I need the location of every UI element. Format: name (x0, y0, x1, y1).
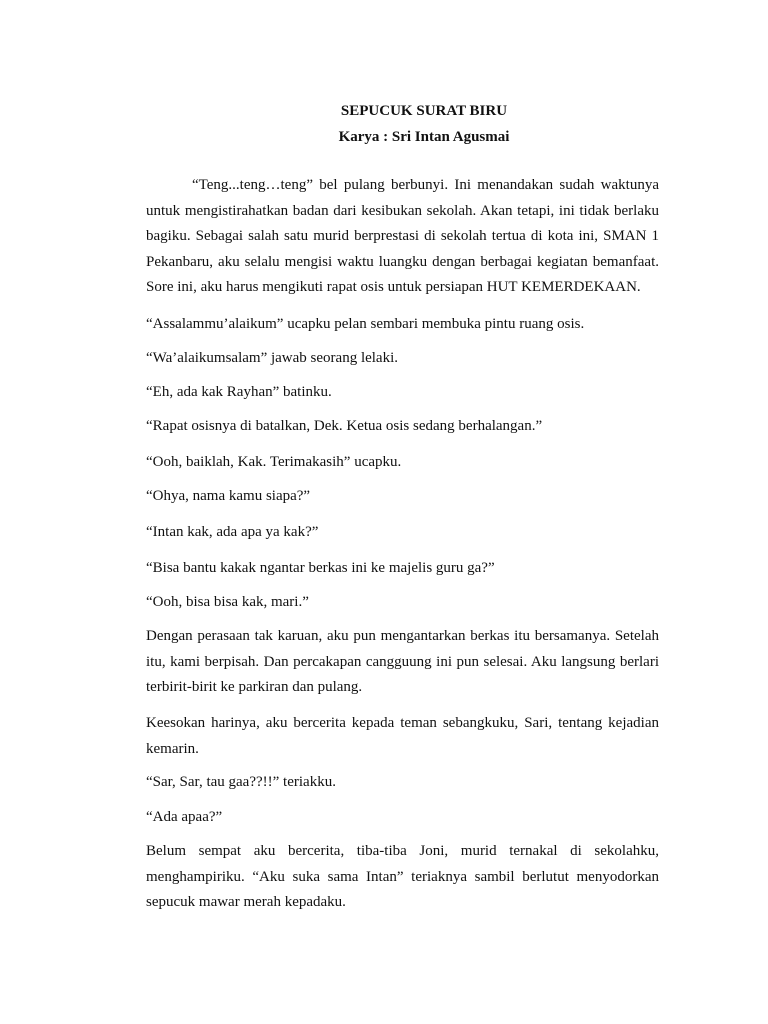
paragraph: “Assalammu’alaikum” ucapku pelan sembari membuka pintu ruang osis. (146, 316, 585, 332)
dialogue-line (146, 380, 659, 406)
paragraph: “Sar, Sar, tau gaa??!!” teriakku. (146, 774, 336, 790)
dialogue-line (146, 414, 659, 440)
paragraph: “Ooh, baiklah, Kak. Terimakasih” ucapku. (146, 454, 402, 470)
page-title: SEPUCUK SURAT BIRU (340, 103, 508, 119)
dialogue-line (146, 484, 659, 510)
dialogue-line (146, 590, 659, 616)
paragraph: “Eh, ada kak Rayhan” batinku. (146, 384, 332, 400)
paragraph: Keesokan harinya, aku bercerita kepada teman sebangkuku, Sari, tentang kejadian kemarin. (146, 715, 659, 757)
dialogue-line (146, 520, 659, 546)
story-paragraph-opening (146, 173, 659, 301)
paragraph: Dengan perasaan tak karuan, aku pun mengantarkan berkas itu bersamanya. Setelah itu, kami berpisah. Dan percakapan cangguung ini pun selesai. Aku langsung berlari terbirit-birit ke parkiran dan pulang. (146, 628, 659, 695)
story-paragraph (146, 839, 659, 916)
dialogue-line (146, 312, 659, 338)
author-line: Karya : Sri Intan Agusmai (338, 129, 510, 145)
paragraph: “Ooh, bisa bisa kak, mari.” (146, 594, 309, 610)
story-paragraph (146, 624, 659, 701)
paragraph: “Ohya, nama kamu siapa?” (146, 488, 311, 504)
paragraph: Belum sempat aku bercerita, tiba-tiba Joni, murid ternakal di sekolahku, menghampiriku. “Aku suka sama Intan” teriaknya sambil berlutut menyodorkan sepucuk mawar merah kepadaku. (146, 843, 659, 910)
dialogue-line (146, 805, 659, 831)
paragraph: “Teng...teng…teng” bel pulang berbunyi. Ini menandakan sudah waktunya untuk mengistirahatkan badan dari kesibukan sekolah. Akan tetapi, ini tidak berlaku bagiku. Sebagai salah satu murid berprestasi di sekolah tertua di kota ini, SMAN 1 Pekanbaru, aku selalu mengisi waktu luangku dengan berbagai kegiatan bemanfaat. Sore ini, aku harus mengikuti rapat osis untuk persiapan HUT KEMERDEKAAN. (146, 177, 659, 295)
paragraph: “Intan kak, ada apa ya kak?” (146, 524, 319, 540)
dialogue-line (146, 556, 659, 582)
story-paragraph (146, 711, 659, 762)
dialogue-line (146, 346, 659, 372)
dialogue-line (146, 450, 659, 476)
paragraph: “Rapat osisnya di batalkan, Dek. Ketua osis sedang berhalangan.” (146, 418, 543, 434)
paragraph: “Wa’alaikumsalam” jawab seorang lelaki. (146, 350, 399, 366)
paragraph: “Bisa bantu kakak ngantar berkas ini ke majelis guru ga?” (146, 560, 495, 576)
paragraph: “Ada apaa?” (146, 809, 223, 825)
dialogue-line (146, 770, 659, 796)
